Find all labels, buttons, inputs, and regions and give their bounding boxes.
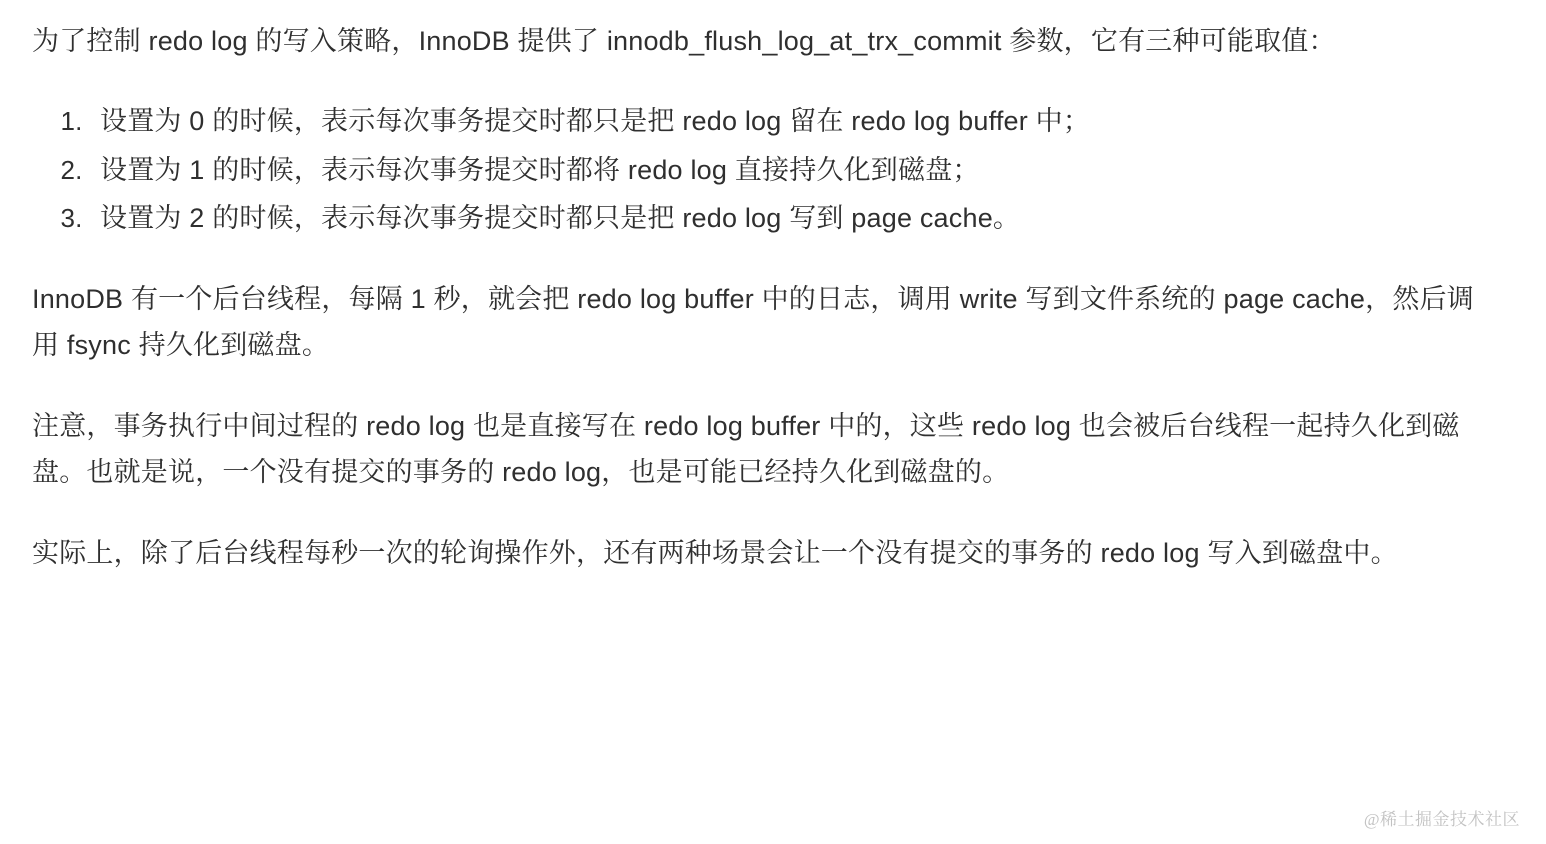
watermark: @稀土掘金技术社区 (1363, 810, 1520, 829)
list-item: 2. 设置为 1 的时候，表示每次事务提交时都将 redo log 直接持久化到磁盘； (90, 147, 1500, 193)
paragraph-background-thread: InnoDB 有一个后台线程，每隔 1 秒，就会把 redo log buffer 中的日志，调用 write 写到文件系统的 page cache，然后调用 fsync 持久化到磁盘。 (32, 283, 1474, 361)
list-item: 3. 设置为 2 的时候，表示每次事务提交时都只是把 redo log 写到 page cache。 (90, 195, 1500, 241)
intro-paragraph: 为了控制 redo log 的写入策略，InnoDB 提供了 innodb_flush_log_at_trx_commit 参数，它有三种可能取值： (32, 26, 1336, 56)
paragraph-note: 注意，事务执行中间过程的 redo log 也是直接写在 redo log buffer 中的，这些 redo log 也会被后台线程一起持久化到磁盘。也就是说，一个没有提交的事务的 redo log，也是可能已经持久化到磁盘的。 (32, 410, 1460, 488)
paragraph-actual: 实际上，除了后台线程每秒一次的轮询操作外，还有两种场景会让一个没有提交的事务的 redo log 写入到磁盘中。 (32, 537, 1398, 568)
options-list (32, 98, 1500, 241)
list-item: 1. 设置为 0 的时候，表示每次事务提交时都只是把 redo log 留在 redo log buffer 中； (90, 98, 1500, 144)
